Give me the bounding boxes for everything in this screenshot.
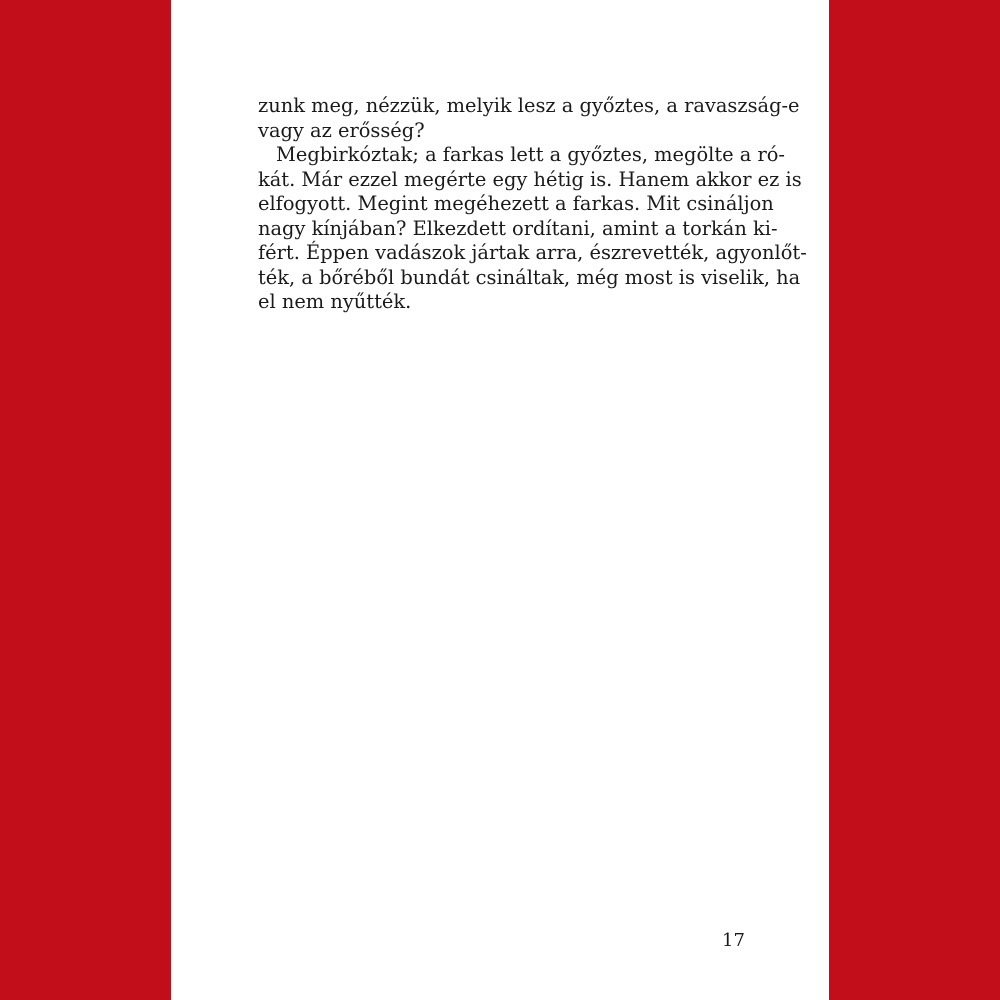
- text-line: nagy kínjában? Elkezdett ordítani, amint a torkán ki-: [258, 216, 778, 240]
- text-line: Megbirkóztak; a farkas lett a győztes, megölte a ró-: [276, 143, 785, 166]
- body-text: [258, 94, 807, 315]
- text-line: vagy az erősség?: [258, 118, 425, 142]
- page-number: 17: [722, 930, 745, 951]
- book-page: [171, 0, 829, 1000]
- text-line: elfogyott. Megint megéhezett a farkas. Mit csináljon: [258, 192, 774, 215]
- text-line: kát. Már ezzel megérte egy hétig is. Hanem akkor ez is: [258, 167, 802, 191]
- text-line: fért. Éppen vadászok jártak arra, észrevették, agyonlőt-: [258, 241, 807, 264]
- text-line: zunk meg, nézzük, melyik lesz a győztes, a ravaszság-e: [258, 94, 800, 117]
- text-line: el nem nyűtték.: [258, 290, 412, 313]
- paragraph-2: [258, 143, 807, 315]
- paragraph-1: [258, 94, 800, 143]
- text-line: ték, a bőréből bundát csináltak, még most is viselik, ha: [258, 265, 801, 289]
